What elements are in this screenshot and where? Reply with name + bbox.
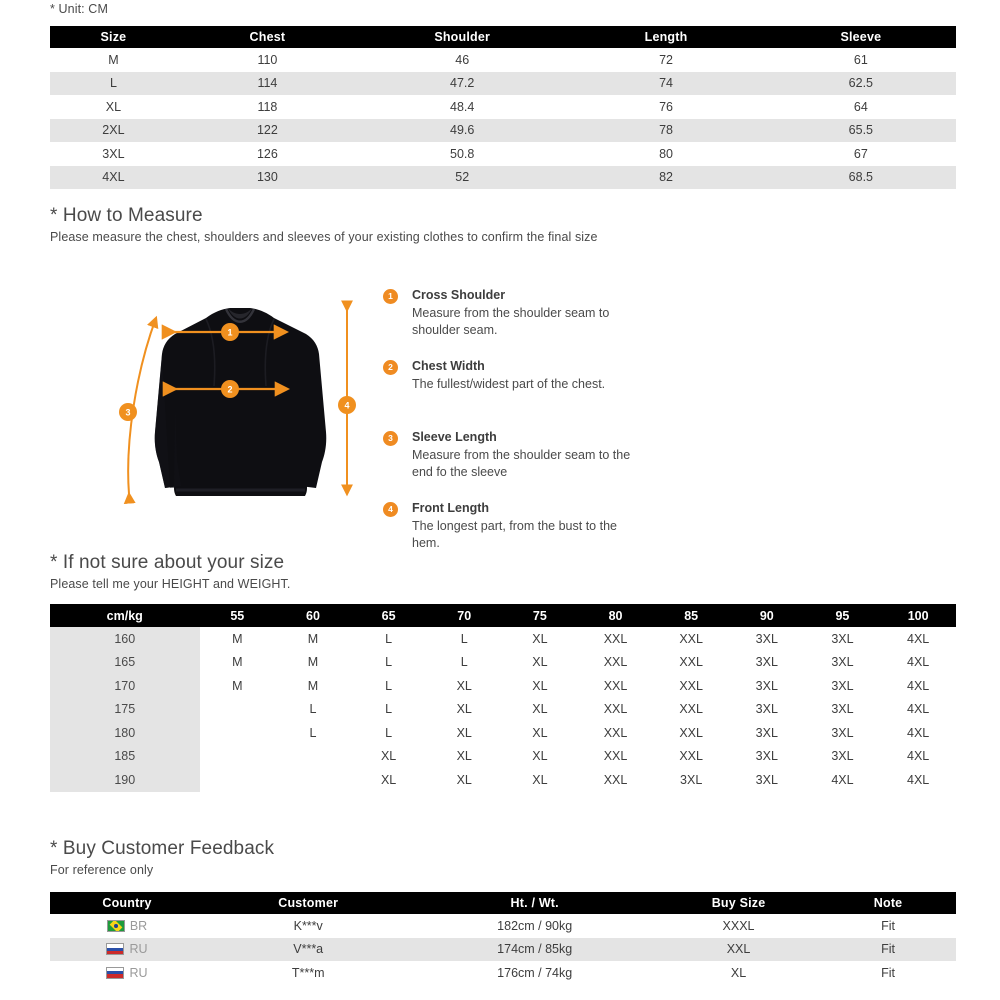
feedback-col-header: Country	[50, 892, 204, 914]
feedback-country-cell	[50, 961, 204, 985]
feedback-note-cell: Fit	[820, 938, 956, 962]
matrix-size-cell: L	[351, 698, 427, 722]
size-table-cell: 47.2	[358, 72, 566, 96]
feedback-buysize-cell: XXL	[657, 938, 820, 962]
size-table-cell: 46	[358, 48, 566, 72]
size-table-cell: 61	[766, 48, 956, 72]
size-table-cell: 78	[566, 119, 765, 143]
matrix-size-cell: 3XL	[653, 768, 729, 792]
matrix-weight-header: 90	[729, 604, 805, 627]
size-table-cell: 80	[566, 142, 765, 166]
matrix-size-cell: L	[351, 651, 427, 675]
size-table-cell: 52	[358, 166, 566, 190]
matrix-row	[50, 721, 956, 745]
feedback-note-cell: Fit	[820, 961, 956, 985]
measurement-item-title: Cross Shoulder	[412, 288, 506, 302]
matrix-size-cell: 3XL	[729, 721, 805, 745]
size-table-col-header: Chest	[177, 26, 358, 48]
table-row	[50, 72, 956, 96]
measurement-item-description: Measure from the shoulder seam to shoulder seam.	[412, 306, 610, 337]
feedback-customer-cell: V***a	[204, 938, 412, 962]
matrix-size-cell: 3XL	[805, 651, 881, 675]
table-row	[50, 142, 956, 166]
matrix-size-cell: XL	[426, 745, 502, 769]
matrix-height-label: 185	[50, 745, 200, 769]
matrix-size-cell: 3XL	[729, 698, 805, 722]
matrix-body	[50, 627, 956, 792]
matrix-size-cell: XXL	[578, 627, 654, 651]
size-table-cell: M	[50, 48, 177, 72]
size-table-cell: 114	[177, 72, 358, 96]
matrix-weight-header: 100	[880, 604, 956, 627]
matrix-size-cell: 3XL	[805, 745, 881, 769]
size-table-container	[50, 26, 956, 189]
matrix-size-cell: L	[351, 721, 427, 745]
table-row	[50, 166, 956, 190]
matrix-size-cell: XXL	[653, 721, 729, 745]
diagram-marker-1-label: 1	[227, 327, 233, 338]
size-table-cell: 4XL	[50, 166, 177, 190]
matrix-size-cell: M	[200, 651, 276, 675]
size-table-cell: 118	[177, 95, 358, 119]
feedback-col-header: Ht. / Wt.	[412, 892, 657, 914]
feedback-header-row	[50, 892, 956, 914]
feedback-col-header: Note	[820, 892, 956, 914]
matrix-size-cell	[200, 745, 276, 769]
feedback-note-cell: Fit	[820, 914, 956, 938]
size-table-cell: 50.8	[358, 142, 566, 166]
table-row	[50, 119, 956, 143]
size-table-col-header: Size	[50, 26, 177, 48]
matrix-size-cell: XL	[426, 768, 502, 792]
not-sure-title: * If not sure about your size	[50, 552, 285, 573]
feedback-table-container	[50, 892, 956, 985]
size-table-cell: 126	[177, 142, 358, 166]
diagram-marker-4-label: 4	[344, 400, 350, 411]
feedback-htwt-cell: 176cm / 74kg	[412, 961, 657, 985]
matrix-size-cell	[275, 745, 351, 769]
size-table-cell: 2XL	[50, 119, 177, 143]
size-table-cell: 110	[177, 48, 358, 72]
matrix-row	[50, 768, 956, 792]
measurement-item	[383, 500, 683, 554]
measurement-instruction-list	[383, 287, 683, 571]
matrix-size-cell: XXL	[578, 651, 654, 675]
matrix-size-cell: XXL	[578, 721, 654, 745]
size-table-cell: 82	[566, 166, 765, 190]
matrix-size-cell: M	[200, 627, 276, 651]
feedback-heading-group	[50, 838, 274, 877]
matrix-height-label: 160	[50, 627, 200, 651]
matrix-size-cell: XXL	[578, 745, 654, 769]
matrix-size-cell: XXL	[578, 674, 654, 698]
table-row	[50, 914, 956, 938]
customer-feedback-table	[50, 892, 956, 985]
feedback-htwt-cell: 182cm / 90kg	[412, 914, 657, 938]
matrix-size-cell	[200, 721, 276, 745]
matrix-size-cell: XL	[502, 627, 578, 651]
russia-flag-icon	[106, 967, 124, 979]
country-code-label: BR	[129, 918, 148, 933]
matrix-size-cell: 4XL	[880, 674, 956, 698]
matrix-weight-header: 85	[653, 604, 729, 627]
matrix-size-cell: XXL	[653, 698, 729, 722]
feedback-buysize-cell: XXXL	[657, 914, 820, 938]
matrix-size-cell: XL	[351, 768, 427, 792]
matrix-size-cell: 4XL	[880, 627, 956, 651]
matrix-size-cell: M	[275, 674, 351, 698]
sweater-illustration-svg	[110, 282, 370, 527]
feedback-customer-cell: K***v	[204, 914, 412, 938]
matrix-size-cell: XL	[502, 745, 578, 769]
feedback-customer-cell: T***m	[204, 961, 412, 985]
matrix-size-cell: 3XL	[805, 674, 881, 698]
matrix-size-cell	[200, 698, 276, 722]
table-row	[50, 48, 956, 72]
matrix-size-cell: XXL	[578, 698, 654, 722]
matrix-size-cell: XL	[502, 674, 578, 698]
matrix-weight-header: 60	[275, 604, 351, 627]
matrix-height-label: 165	[50, 651, 200, 675]
matrix-size-cell: 4XL	[880, 745, 956, 769]
measurement-item-title: Chest Width	[412, 359, 485, 373]
matrix-size-cell: 3XL	[805, 627, 881, 651]
table-row	[50, 961, 956, 985]
matrix-size-cell: XXL	[653, 651, 729, 675]
size-table-col-header: Sleeve	[766, 26, 956, 48]
matrix-size-cell: 3XL	[729, 651, 805, 675]
matrix-size-cell: 4XL	[880, 721, 956, 745]
size-table-cell: 67	[766, 142, 956, 166]
size-table-cell: XL	[50, 95, 177, 119]
matrix-size-cell: L	[275, 721, 351, 745]
measurement-item	[383, 358, 683, 412]
matrix-size-cell: L	[426, 651, 502, 675]
matrix-size-cell	[275, 768, 351, 792]
measurement-item-description: Measure from the shoulder seam to the end fo the sleeve	[412, 448, 631, 479]
feedback-country-cell	[50, 914, 204, 938]
feedback-col-header: Buy Size	[657, 892, 820, 914]
size-table-cell: 122	[177, 119, 358, 143]
matrix-size-cell: XL	[502, 651, 578, 675]
measurement-item	[383, 429, 683, 483]
matrix-size-cell	[200, 768, 276, 792]
size-table-cell: 65.5	[766, 119, 956, 143]
measurement-item-title: Front Length	[412, 501, 490, 515]
size-table-cell: 76	[566, 95, 765, 119]
size-table-cell: 62.5	[766, 72, 956, 96]
matrix-size-cell: L	[351, 674, 427, 698]
feedback-col-header: Customer	[204, 892, 412, 914]
matrix-size-cell: XL	[502, 721, 578, 745]
measurement-item-description: The fullest/widest part of the chest.	[412, 377, 606, 391]
measurement-item-description: The longest part, from the bust to the hem.	[412, 519, 617, 550]
size-table-cell: 74	[566, 72, 765, 96]
matrix-size-cell: XXL	[578, 768, 654, 792]
not-sure-subtitle: Please tell me your HEIGHT and WEIGHT.	[50, 577, 291, 591]
matrix-size-cell: 4XL	[880, 698, 956, 722]
matrix-row	[50, 674, 956, 698]
how-to-measure-title: * How to Measure	[50, 205, 203, 226]
brazil-flag-icon	[107, 920, 125, 932]
country-code-label: RU	[129, 965, 148, 980]
matrix-weight-header: 95	[805, 604, 881, 627]
size-matrix-container	[50, 604, 956, 792]
feedback-title: * Buy Customer Feedback	[50, 838, 275, 859]
measurement-number-badge: 1	[383, 289, 398, 304]
matrix-size-cell: 3XL	[805, 698, 881, 722]
matrix-weight-header: 70	[426, 604, 502, 627]
matrix-size-cell: 3XL	[729, 627, 805, 651]
size-table-header-row	[50, 26, 956, 48]
not-sure-heading-group	[50, 552, 290, 591]
matrix-weight-header: 55	[200, 604, 276, 627]
unit-note: * Unit: CM	[50, 2, 108, 16]
matrix-row	[50, 627, 956, 651]
table-row	[50, 938, 956, 962]
measurement-item	[383, 287, 683, 341]
size-table-body	[50, 48, 956, 189]
matrix-size-cell: XXL	[653, 627, 729, 651]
matrix-weight-header: 80	[578, 604, 654, 627]
matrix-size-cell: L	[275, 698, 351, 722]
matrix-size-cell: 3XL	[805, 721, 881, 745]
measurement-number-badge: 2	[383, 360, 398, 375]
matrix-weight-header: 65	[351, 604, 427, 627]
matrix-size-cell: M	[200, 674, 276, 698]
matrix-size-cell: 3XL	[729, 745, 805, 769]
matrix-size-cell: L	[426, 627, 502, 651]
matrix-size-cell: XL	[426, 721, 502, 745]
matrix-height-label: 180	[50, 721, 200, 745]
table-row	[50, 95, 956, 119]
matrix-size-cell: 4XL	[805, 768, 881, 792]
size-table-cell: 49.6	[358, 119, 566, 143]
matrix-size-cell: XXL	[653, 745, 729, 769]
matrix-size-cell: 3XL	[729, 674, 805, 698]
matrix-size-cell: XL	[502, 768, 578, 792]
size-table	[50, 26, 956, 189]
feedback-body	[50, 914, 956, 985]
size-table-cell: 64	[766, 95, 956, 119]
matrix-size-cell: XL	[426, 674, 502, 698]
how-to-measure-heading-group	[50, 205, 598, 244]
matrix-height-label: 170	[50, 674, 200, 698]
size-table-cell: 3XL	[50, 142, 177, 166]
matrix-size-cell: XL	[351, 745, 427, 769]
size-table-col-header: Length	[566, 26, 765, 48]
sweater-shape	[155, 308, 327, 496]
size-table-col-header: Shoulder	[358, 26, 566, 48]
diagram-marker-3-label: 3	[125, 407, 131, 418]
feedback-country-cell	[50, 938, 204, 962]
size-table-cell: 130	[177, 166, 358, 190]
sweater-body	[155, 308, 327, 496]
russia-flag-icon	[106, 943, 124, 955]
size-table-cell: 72	[566, 48, 765, 72]
matrix-size-cell: 3XL	[729, 768, 805, 792]
measurement-item-title: Sleeve Length	[412, 430, 497, 444]
measurement-number-badge: 4	[383, 502, 398, 517]
matrix-size-cell: 4XL	[880, 651, 956, 675]
matrix-row	[50, 698, 956, 722]
matrix-row	[50, 651, 956, 675]
size-table-cell: 48.4	[358, 95, 566, 119]
size-table-cell: 68.5	[766, 166, 956, 190]
sweater-measurement-diagram	[110, 282, 370, 527]
matrix-size-cell: XL	[502, 698, 578, 722]
how-to-measure-subtitle: Please measure the chest, shoulders and sleeves of your existing clothes to confirm the final size	[50, 230, 598, 244]
matrix-height-label: 175	[50, 698, 200, 722]
matrix-size-cell: M	[275, 651, 351, 675]
matrix-height-label: 190	[50, 768, 200, 792]
feedback-buysize-cell: XL	[657, 961, 820, 985]
measurement-number-badge: 3	[383, 431, 398, 446]
matrix-row	[50, 745, 956, 769]
matrix-corner-label: cm/kg	[50, 604, 200, 627]
matrix-size-cell: XL	[426, 698, 502, 722]
diagram-marker-2-label: 2	[227, 384, 233, 395]
matrix-header-row	[50, 604, 956, 627]
matrix-size-cell: M	[275, 627, 351, 651]
matrix-size-cell: L	[351, 627, 427, 651]
feedback-htwt-cell: 174cm / 85kg	[412, 938, 657, 962]
height-weight-size-matrix	[50, 604, 956, 792]
matrix-size-cell: 4XL	[880, 768, 956, 792]
feedback-subtitle: For reference only	[50, 863, 154, 877]
size-table-cell: L	[50, 72, 177, 96]
country-code-label: RU	[129, 942, 148, 957]
matrix-weight-header: 75	[502, 604, 578, 627]
matrix-size-cell: XXL	[653, 674, 729, 698]
